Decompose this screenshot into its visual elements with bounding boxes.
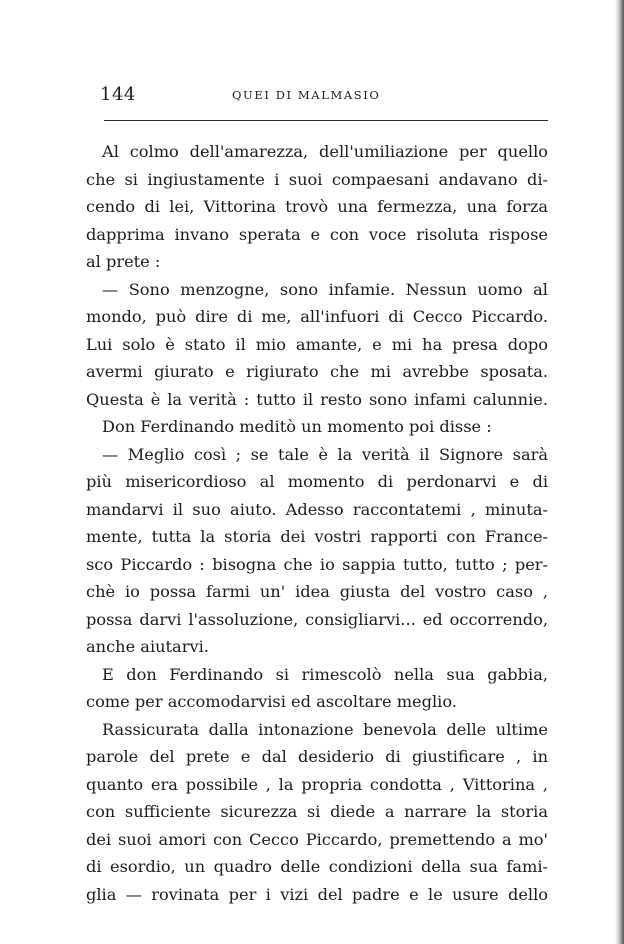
text-line: dei suoi amori con Cecco Piccardo, premettendo a mo'	[86, 829, 548, 849]
text-line: più misericordioso al momento di perdonarvi e di	[86, 472, 548, 491]
header-rule	[104, 120, 548, 121]
text-line: che si ingiustamente i suoi compaesani andavano di-	[86, 169, 548, 189]
text-line: di esordio, un quadro delle condizioni della sua fami-	[86, 857, 548, 876]
text-line: possa darvi l'assoluzione, consigliarvi... ed occorrendo,	[86, 609, 548, 629]
body-text	[86, 138, 548, 908]
text-line: avermi giurato e rigiurato che mi avrebbe sposata.	[86, 362, 548, 381]
text-line: parole del prete e dal desiderio di giustificare , in	[86, 747, 548, 766]
text-line: chè io possa farmi un' idea giusta del vostro caso ,	[86, 582, 548, 601]
text-line: glia — rovinata per i vizi del padre e le usure dello	[86, 884, 548, 904]
text-line: mondo, può dire di me, all'infuori di Cecco Piccardo.	[86, 307, 548, 326]
text-line: Lui solo è stato il mio amante, e mi ha presa dopo	[86, 334, 548, 354]
text-line: — Sono menzogne, sono infamie. Nessun uomo al	[102, 279, 548, 299]
text-line: mente, tutta la storia dei vostri rapporti con France-	[86, 527, 548, 546]
page-edge-shadow	[615, 0, 624, 944]
text-line: con sufficiente sicurezza si diede a narrare la storia	[86, 802, 548, 821]
running-title: QUEI DI MALMASIO	[232, 88, 381, 102]
text-line: Questa è la verità : tutto il resto sono infami calunnie.	[86, 389, 548, 409]
text-line: — Meglio così ; se tale è la verità il Signore sarà	[102, 444, 548, 464]
page-header	[100, 84, 545, 110]
text-line: Rassicurata dalla intonazione benevola delle ultime	[102, 719, 548, 739]
page-number: 144	[100, 84, 136, 105]
text-line: sco Piccardo : bisogna che io sappia tutto, tutto ; per-	[86, 554, 548, 574]
text-line: E don Ferdinando si rimescolò nella sua gabbia,	[102, 664, 548, 684]
text-line: cendo di lei, Vittorina trovò una fermezza, una forza	[86, 197, 548, 216]
text-line: anche aiutarvi.	[86, 637, 209, 656]
text-line: Don Ferdinando meditò un momento poi disse :	[102, 417, 492, 436]
text-line: Al colmo dell'amarezza, dell'umiliazione per quello	[102, 142, 548, 161]
text-line: come per accomodarvisi ed ascoltare meglio.	[86, 692, 457, 711]
text-line: dapprima invano sperata e con voce risoluta rispose	[86, 224, 548, 244]
text-line: mandarvi il suo aiuto. Adesso raccontatemi , minuta-	[86, 499, 548, 519]
text-line: al prete :	[86, 252, 161, 271]
text-line: quanto era possibile , la propria condotta , Vittorina ,	[86, 774, 548, 794]
